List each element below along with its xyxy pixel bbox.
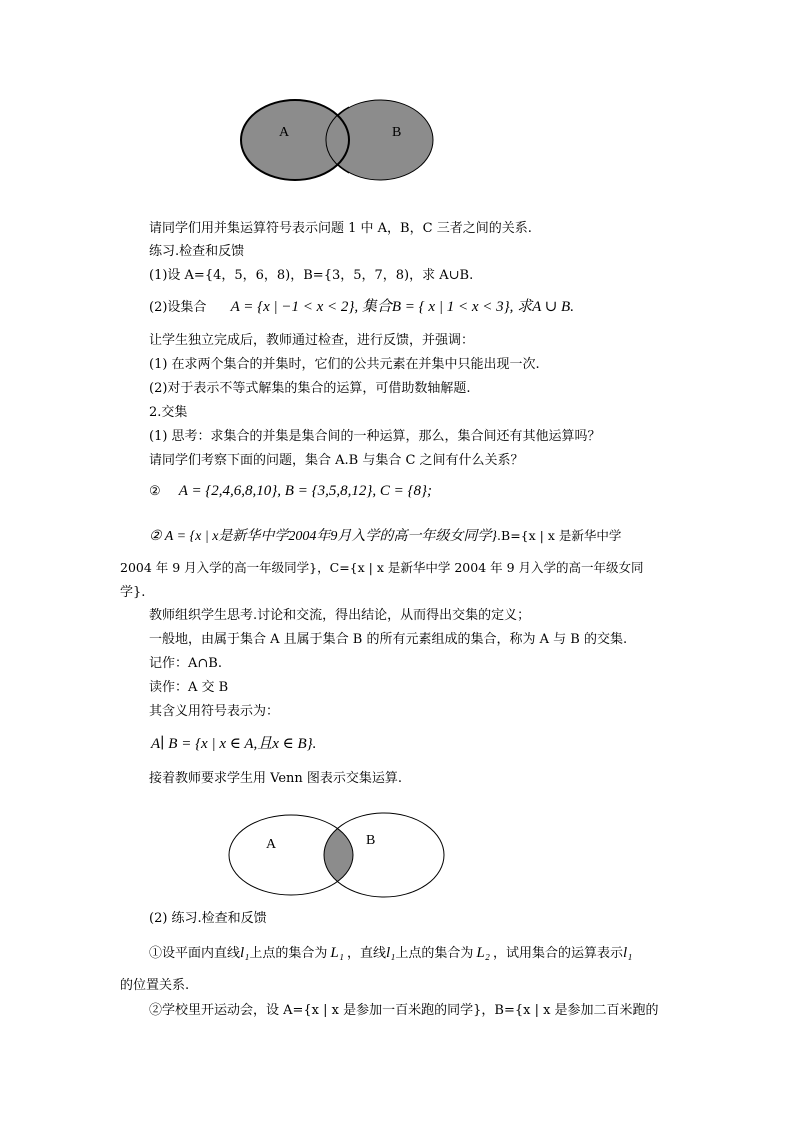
text-line: 教师组织学生思考.讨论和交流，得出结论，从而得出交集的定义； [149, 608, 531, 623]
text-line: ②学校里开运动会，设 A={x | x 是参加一百米跑的同学}，B={x | x 是参加二百米跑的 [149, 1003, 659, 1018]
math-symbol: L₂ [476, 945, 490, 961]
math-expression: ② A = {x | x是新华中学2004年9月入学的高一年级女同学} [149, 529, 498, 544]
text-fragment: 上点的集合为 [249, 946, 328, 961]
text-line: 的位置关系. [120, 978, 190, 993]
text-line: (2) 练习.检查和反馈 [149, 911, 267, 926]
venn-union-label-b: B [392, 125, 402, 140]
venn-intersection-label-b: B [366, 833, 376, 848]
text-line: (2)对于表示不等式解集的集合的运算，可借助数轴解题. [149, 381, 471, 396]
math-expression: A = {x | −1 < x < 2}, 集合B = { x | 1 < x < 3}, 求A ∪ B. [230, 299, 574, 315]
text-line: (1) 思考：求集合的并集是集合间的一种运算，那么，集合间还有其他运算吗？ [149, 429, 601, 444]
venn-intersection-label-a: A [266, 837, 277, 852]
text-fragment: ，试用集合的运算表示 [492, 946, 623, 961]
text-fragment: ①设平面内直线 [149, 946, 241, 961]
text-fragment: (2)设集合 [149, 300, 207, 315]
text-line: 2004 年 9 月入学的高一年级同学}，C={x | x 是新华中学 2004 年 9 月入学的高一年级女同 [120, 560, 644, 575]
text-fragment: ，直线 [346, 946, 386, 961]
definition-line: 一般地，由属于集合 A 且属于集合 B 的所有元素组成的集合，称为 A 与 B 的交集. [149, 632, 628, 647]
text-line: (1)设 A={4，5，6，8)，B={3，5，7，8)，求 A∪B. [149, 268, 474, 283]
text-fragment: .B={x | x 是新华中学 [497, 528, 622, 543]
text-line: 接着教师要求学生用 Venn 图表示交集运算. [149, 771, 403, 786]
math-expression: A = {2,4,6,8,10}, B = {3,5,8,12}, C = {8}; [178, 483, 432, 499]
text-line [149, 944, 632, 963]
text-line: 记作：A∩B. [149, 656, 222, 671]
text-line: 请同学们考察下面的问题，集合 A.B 与集合 C 之间有什么关系？ [149, 453, 524, 468]
math-symbol: l₁ [240, 945, 250, 961]
text-line: 练习.检查和反馈 [149, 244, 245, 259]
text-line: 读作：A 交 B [149, 680, 229, 695]
text-line: 学}. [120, 585, 146, 600]
text-line: 请同学们用并集运算符号表示问题 1 中 A，B，C 三者之间的关系. [149, 221, 532, 236]
math-symbol: l₁ [386, 945, 396, 961]
text-line: 其含义用符号表示为： [149, 704, 280, 719]
text-fragment: ② [149, 484, 161, 499]
venn-union-label-a: A [279, 125, 290, 140]
math-expression: A∣ B = {x | x ∈ A,且x ∈ B}. [151, 736, 317, 752]
text-line: (1) 在求两个集合的并集时，它们的公共元素在并集中只能出现一次. [149, 357, 540, 372]
math-symbol: l₁ [622, 945, 633, 961]
text-fragment: 上点的集合为 [395, 946, 474, 961]
text-line: 让学生独立完成后，教师通过检查，进行反馈，并强调： [149, 333, 475, 348]
section-heading: 2.交集 [149, 405, 188, 420]
math-symbol: L₁ [330, 945, 344, 961]
